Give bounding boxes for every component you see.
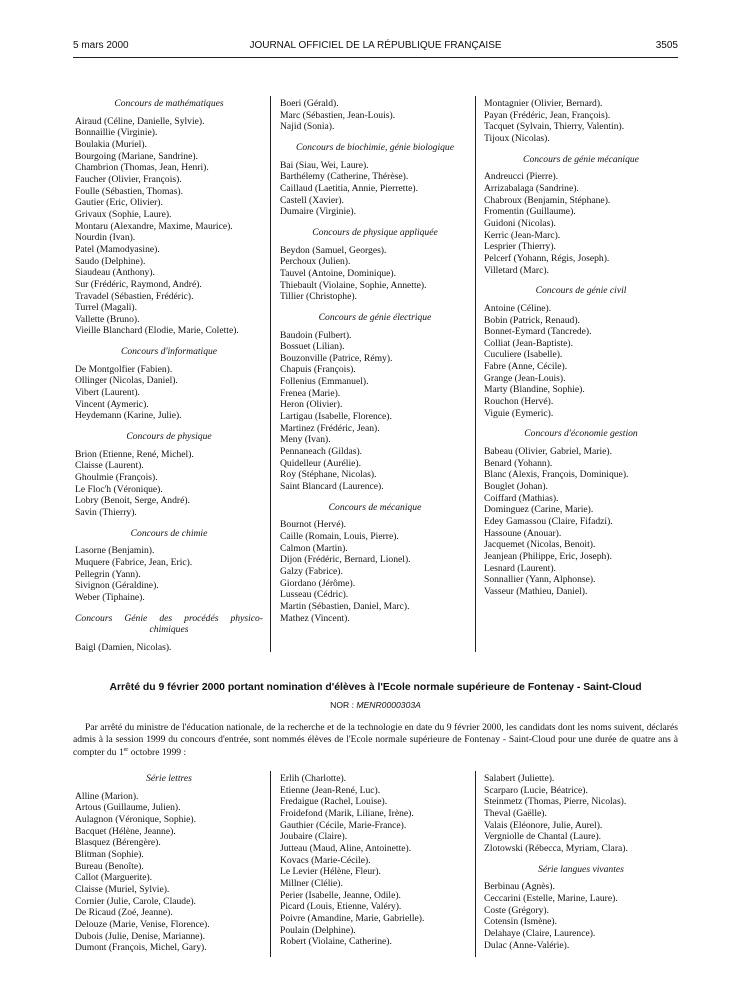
list-item: Martinez (Frédéric, Jean). bbox=[280, 422, 380, 434]
top-column-3 bbox=[484, 98, 678, 598]
list-item: Mathez (Vincent). bbox=[280, 612, 350, 624]
list-item: Froidefond (Marik, Liliane, Irène). bbox=[280, 807, 414, 819]
list-item: Heron (Olivier). bbox=[280, 399, 343, 411]
section-heading: Série lettres bbox=[146, 773, 192, 784]
list-item: Dominguez (Carine, Marie). bbox=[484, 504, 594, 516]
section-heading: Concours de biochimie, génie biologique bbox=[295, 141, 454, 153]
decree-paragraph bbox=[73, 722, 678, 759]
list-item: Foulle (Sébastien, Thomas). bbox=[75, 185, 184, 197]
list-item: Marty (Blandine, Sophie). bbox=[484, 384, 585, 396]
list-item: Marc (Sébastien, Jean-Louis). bbox=[280, 109, 396, 121]
page-number: 3505 bbox=[655, 40, 678, 51]
list-item: Tillier (Christophe). bbox=[280, 291, 357, 303]
decree-paragraph-sup: er bbox=[123, 747, 129, 753]
list-item: Valais (Eléonore, Julie, Aurel). bbox=[484, 819, 603, 831]
list-item: Brion (Etienne, René, Michel). bbox=[75, 448, 194, 460]
list-item: Boeri (Gérald). bbox=[280, 98, 339, 109]
column-divider bbox=[475, 771, 476, 957]
list-item: Lasorne (Benjamin). bbox=[75, 545, 155, 557]
list-item: Chabroux (Benjamin, Stéphane). bbox=[484, 194, 611, 206]
list-item: Najid (Sonia). bbox=[280, 121, 335, 133]
list-item: Benard (Yohann). bbox=[484, 457, 553, 469]
list-item: Vasseur (Mathieu, Daniel). bbox=[484, 585, 588, 597]
list-item: Bureau (Benoîte). bbox=[75, 860, 144, 872]
list-item: Berbinau (Agnès). bbox=[484, 881, 555, 893]
list-item: Aulagnon (Véronique, Sophie). bbox=[75, 813, 196, 825]
list-item: Bourgoing (Mariane, Sandrine). bbox=[75, 150, 198, 162]
list-item: Bournot (Hervé). bbox=[280, 519, 347, 531]
list-item: Boulakia (Muriel). bbox=[75, 138, 147, 150]
list-item: Lartigau (Isabelle, Florence). bbox=[280, 411, 392, 423]
journal-title: JOURNAL OFFICIEL DE LA RÉPUBLIQUE FRANÇAISE bbox=[249, 40, 502, 51]
list-item: Delouze (Marie, Venise, Florence). bbox=[75, 918, 210, 930]
list-item: Bai (Siau, Wei, Laure). bbox=[280, 159, 369, 171]
list-item: Villetard (Marc). bbox=[484, 264, 549, 276]
list-item: Antoine (Céline). bbox=[484, 302, 552, 314]
header-date: 5 mars 2000 bbox=[73, 40, 129, 51]
section-heading: Concours d'informatique bbox=[120, 346, 218, 358]
section-heading: Concours de physique bbox=[126, 431, 212, 443]
list-item: Calmon (Martin). bbox=[280, 542, 348, 554]
list-item: Sivignon (Géraldine). bbox=[75, 580, 159, 592]
list-item: Edey Gamassou (Claire, Fifadzi). bbox=[484, 516, 613, 527]
list-item: Picard (Louis, Etienne, Valéry). bbox=[280, 901, 402, 913]
list-item: Cuculiere (Isabelle). bbox=[484, 349, 563, 361]
list-item: Ollinger (Nicolas, Daniel). bbox=[75, 375, 178, 387]
list-item: Montaru (Alexandre, Maxime, Maurice). bbox=[75, 220, 233, 232]
list-item: Andreucci (Pierre). bbox=[484, 171, 559, 183]
list-item: Artous (Guillaume, Julien). bbox=[75, 802, 181, 814]
list-item: Patel (Mamodyasine). bbox=[75, 243, 160, 255]
list-item: Lesnard (Laurent). bbox=[484, 562, 556, 574]
section-heading: Concours de génie civil bbox=[535, 285, 627, 297]
list-item: Meny (Ivan). bbox=[280, 434, 331, 446]
list-item: Pellegrin (Yann). bbox=[75, 568, 141, 580]
list-item: Chambrion (Thomas, Jean, Henri). bbox=[75, 162, 209, 174]
top-column-1 bbox=[75, 98, 263, 653]
list-item: De Ricaud (Zoé, Jeanne). bbox=[75, 907, 173, 919]
list-item: Bouzonville (Patrice, Rémy). bbox=[280, 352, 393, 364]
list-item: Fredaigue (Rachel, Louise). bbox=[280, 796, 388, 808]
list-item: Coiffard (Mathias). bbox=[484, 492, 559, 504]
list-item: Vallette (Bruno). bbox=[75, 313, 140, 325]
list-item: Grivaux (Sophie, Laure). bbox=[75, 208, 172, 220]
list-item: Poivre (Amandine, Marie, Gabrielle). bbox=[280, 912, 425, 924]
list-item: Guidoni (Nicolas). bbox=[484, 217, 556, 229]
list-item: Montagnier (Olivier, Bernard). bbox=[484, 98, 603, 109]
section-heading: Concours de physique appliquée bbox=[312, 226, 438, 238]
list-item: Bossuet (Lilian). bbox=[280, 341, 345, 353]
list-item: Coste (Grégory). bbox=[484, 904, 550, 916]
list-item: Saint Blancard (Laurence). bbox=[280, 481, 384, 493]
list-item: Castell (Xavier). bbox=[280, 194, 344, 206]
section-heading: Concours de génie mécanique bbox=[523, 153, 639, 165]
list-item: Faucher (Olivier, François). bbox=[75, 173, 182, 185]
list-item: Saudo (Delphine). bbox=[75, 255, 146, 267]
list-item: Etienne (Jean-René, Luc). bbox=[280, 784, 381, 796]
list-item: Ceccarini (Estelle, Marine, Laure). bbox=[484, 892, 618, 904]
list-item: Claisse (Laurent). bbox=[75, 460, 144, 472]
list-item: Millner (Clélie). bbox=[280, 877, 343, 889]
list-item: De Montgolfier (Fabien). bbox=[75, 363, 173, 375]
list-item: Vincent (Aymeric). bbox=[75, 398, 149, 410]
nor-code: MENR0000303A bbox=[356, 700, 421, 710]
list-item: Theval (Gaëlle). bbox=[484, 807, 547, 819]
list-item: Martin (Sébastien, Daniel, Marc). bbox=[280, 600, 410, 612]
list-item: Gautier (Eric, Olivier). bbox=[75, 197, 163, 209]
list-item: Dumaire (Virginie). bbox=[280, 206, 356, 218]
list-item: Fabre (Anne, Cécile). bbox=[484, 361, 568, 373]
list-item: Barthélemy (Catherine, Thérèse). bbox=[280, 171, 409, 183]
section-heading: Concours d'économie gestion bbox=[524, 428, 638, 440]
section-heading: Série langues vivantes bbox=[538, 863, 624, 875]
list-item: Tauvel (Antoine, Dominique). bbox=[280, 267, 397, 279]
list-item: Hassoune (Anouar). bbox=[484, 527, 562, 539]
section-heading: Concours de chimie bbox=[130, 527, 208, 539]
list-item: Poulain (Delphine). bbox=[280, 924, 356, 936]
list-item: Bonnet-Eymard (Tancrede). bbox=[484, 326, 592, 338]
list-item: Claisse (Muriel, Sylvie). bbox=[75, 883, 170, 895]
list-item: Cornier (Julie, Carole, Claude). bbox=[75, 895, 196, 907]
list-item: Le Levier (Hélène, Fleur). bbox=[280, 866, 381, 878]
list-item: Dijon (Frédéric, Bernard, Lionel). bbox=[280, 554, 411, 566]
list-item: Bobin (Patrick, Renaud). bbox=[484, 314, 580, 326]
list-item: Follenius (Emmanuel). bbox=[280, 376, 369, 388]
header-rule bbox=[73, 57, 678, 58]
bottom-column-1 bbox=[75, 773, 263, 954]
list-item: Heydemann (Karine, Julie). bbox=[75, 410, 182, 422]
list-item: Dulac (Anne-Valérie). bbox=[484, 939, 570, 951]
bottom-column-3 bbox=[484, 773, 678, 951]
list-item: Blanc (Alexis, François, Dominique). bbox=[484, 469, 629, 481]
list-item: Jutteau (Maud, Aline, Antoinette). bbox=[280, 842, 412, 854]
list-item: Colliat (Jean-Baptiste). bbox=[484, 337, 573, 349]
list-item: Salabert (Juliette). bbox=[484, 773, 555, 784]
list-item: Bonnaillie (Virginie). bbox=[75, 127, 158, 139]
list-item: Steinmetz (Thomas, Pierre, Nicolas). bbox=[484, 796, 627, 808]
column-divider bbox=[270, 771, 271, 957]
list-item: Scarparo (Lucie, Béatrice). bbox=[484, 784, 588, 796]
decree-title: Arrêté du 9 février 2000 portant nomination d'élèves à l'Ecole normale supérieure de Fontenay - Saint-Cloud bbox=[109, 682, 642, 693]
list-item: Grange (Jean-Louis). bbox=[484, 372, 566, 384]
list-item: Robert (Violaine, Catherine). bbox=[280, 936, 392, 948]
list-item: Chapuis (François). bbox=[280, 364, 356, 376]
list-item: Dubois (Julie, Denise, Marianne). bbox=[75, 930, 206, 942]
decree-nor bbox=[73, 700, 678, 710]
list-item: Lobry (Benoit, Serge, André). bbox=[75, 495, 190, 507]
list-item: Turrel (Magali). bbox=[75, 302, 137, 314]
list-item: Perier (Isabelle, Jeanne, Odile). bbox=[280, 889, 401, 901]
list-item: Viguie (Eymeric). bbox=[484, 407, 554, 419]
list-item: Siaudeau (Anthony). bbox=[75, 267, 155, 279]
list-item: Galzy (Fabrice). bbox=[280, 565, 343, 577]
list-item: Arrizabalaga (Sandrine). bbox=[484, 182, 579, 194]
section-heading: Concours de mathématiques bbox=[114, 98, 224, 109]
list-item: Jacquemet (Nicolas, Benoit). bbox=[484, 539, 596, 551]
top-column-2 bbox=[280, 98, 470, 624]
list-item: Pennaneach (Gildas). bbox=[280, 446, 363, 458]
list-item: Giordano (Jérôme). bbox=[280, 577, 356, 589]
list-item: Sonnallier (Yann, Alphonse). bbox=[484, 574, 596, 586]
list-item: Fromentin (Guillaume). bbox=[484, 206, 576, 218]
list-item: Vergniolle de Chantal (Laure). bbox=[484, 831, 602, 843]
list-item: Delahaye (Claire, Laurence). bbox=[484, 927, 596, 939]
list-item: Dumont (François, Michel, Gary). bbox=[75, 942, 207, 954]
list-item: Tacquet (Sylvain, Thierry, Valentin). bbox=[484, 121, 625, 133]
list-item: Payan (Frédéric, Jean, François). bbox=[484, 109, 611, 121]
section-heading: Concours de génie électrique bbox=[318, 311, 432, 323]
list-item: Travadel (Sébastien, Frédéric). bbox=[75, 290, 194, 302]
decree-paragraph-text: Par arrêté du ministre de l'éducation nationale, de la recherche et de la technologie en date du 9 février 2000, les candidats dont les noms suivent, déclarés admis à la session 1999 du concours d'entrée, sont nommés élèves de l'Ecole normale supérieure de Fontenay - Saint-Cloud pour une durée de quatre ans à compter du 1 bbox=[73, 722, 678, 759]
list-item: Airaud (Céline, Danielle, Sylvie). bbox=[75, 115, 205, 127]
list-item: Beydon (Samuel, Georges). bbox=[280, 244, 387, 256]
list-item: Rouchon (Hervé). bbox=[484, 396, 554, 408]
list-item: Le Floc'h (Véronique). bbox=[75, 483, 163, 495]
section-heading: Concours de mécanique bbox=[328, 501, 422, 513]
list-item: Perchoux (Julien). bbox=[280, 256, 351, 268]
nor-label: NOR : bbox=[330, 700, 354, 710]
list-item: Erlih (Charlotte). bbox=[280, 773, 347, 784]
list-item: Babeau (Olivier, Gabriel, Marie). bbox=[484, 446, 613, 458]
list-item: Kerric (Jean-Marc). bbox=[484, 229, 561, 241]
list-item: Vibert (Laurent). bbox=[75, 387, 140, 399]
list-item: Baigl (Damien, Nicolas). bbox=[75, 641, 172, 653]
list-item: Joubaire (Claire). bbox=[280, 831, 348, 843]
list-item: Savin (Thierry). bbox=[75, 507, 137, 518]
list-item: Sur (Frédéric, Raymond, André). bbox=[75, 278, 202, 290]
list-item: Nourdin (Ivan). bbox=[75, 232, 136, 244]
list-item: Jeanjean (Philippe, Eric, Joseph). bbox=[484, 550, 612, 562]
list-item: Bacquet (Hélène, Jeanne). bbox=[75, 825, 176, 837]
column-divider bbox=[270, 96, 271, 652]
list-item: Kovacs (Marie-Cécile). bbox=[280, 854, 371, 866]
list-item: Quidelleur (Aurélie). bbox=[280, 457, 361, 469]
list-item: Bouglet (Johan). bbox=[484, 481, 548, 493]
list-item: Cotensin (Ismène). bbox=[484, 916, 558, 928]
list-item: Blasquez (Bérengère). bbox=[75, 837, 161, 849]
list-item: Caillaud (Laetitia, Annie, Pierrette). bbox=[280, 182, 418, 194]
list-item: Thiebault (Violaine, Sophie, Annette). bbox=[280, 279, 427, 291]
list-item: Weber (Tiphaine). bbox=[75, 591, 145, 603]
list-item: Zlotowski (Rébecca, Myriam, Clara). bbox=[484, 842, 628, 854]
section-heading: Concours Génie des procédés physico-chimiques bbox=[75, 612, 263, 636]
list-item: Baudoin (Fulbert). bbox=[280, 329, 352, 341]
list-item: Callot (Marguerite). bbox=[75, 872, 153, 884]
list-item: Tijoux (Nicolas). bbox=[484, 132, 550, 144]
list-item: Caille (Romain, Louis, Pierre). bbox=[280, 531, 399, 542]
list-item: Alline (Marion). bbox=[75, 790, 139, 802]
column-divider bbox=[475, 96, 476, 652]
list-item: Pelcerf (Yohann, Régis, Joseph). bbox=[484, 252, 610, 264]
list-item: Roy (Stéphane, Nicolas). bbox=[280, 469, 377, 481]
list-item: Frenea (Marie). bbox=[280, 387, 341, 399]
list-item: Gauthier (Cécile, Marie-France). bbox=[280, 819, 407, 831]
list-item: Blitman (Sophie). bbox=[75, 848, 144, 860]
list-item: Ghoulmie (François). bbox=[75, 472, 158, 484]
list-item: Muquere (Fabrice, Jean, Eric). bbox=[75, 556, 193, 568]
list-item: Lusseau (Cédric). bbox=[280, 589, 349, 601]
list-item: Vieille Blanchard (Elodie, Marie, Colette). bbox=[75, 325, 239, 337]
running-header bbox=[73, 40, 678, 54]
list-item: Lesprier (Thierry). bbox=[484, 241, 556, 253]
bottom-column-2 bbox=[280, 773, 470, 948]
decree-paragraph-end: octobre 1999 : bbox=[128, 747, 187, 759]
